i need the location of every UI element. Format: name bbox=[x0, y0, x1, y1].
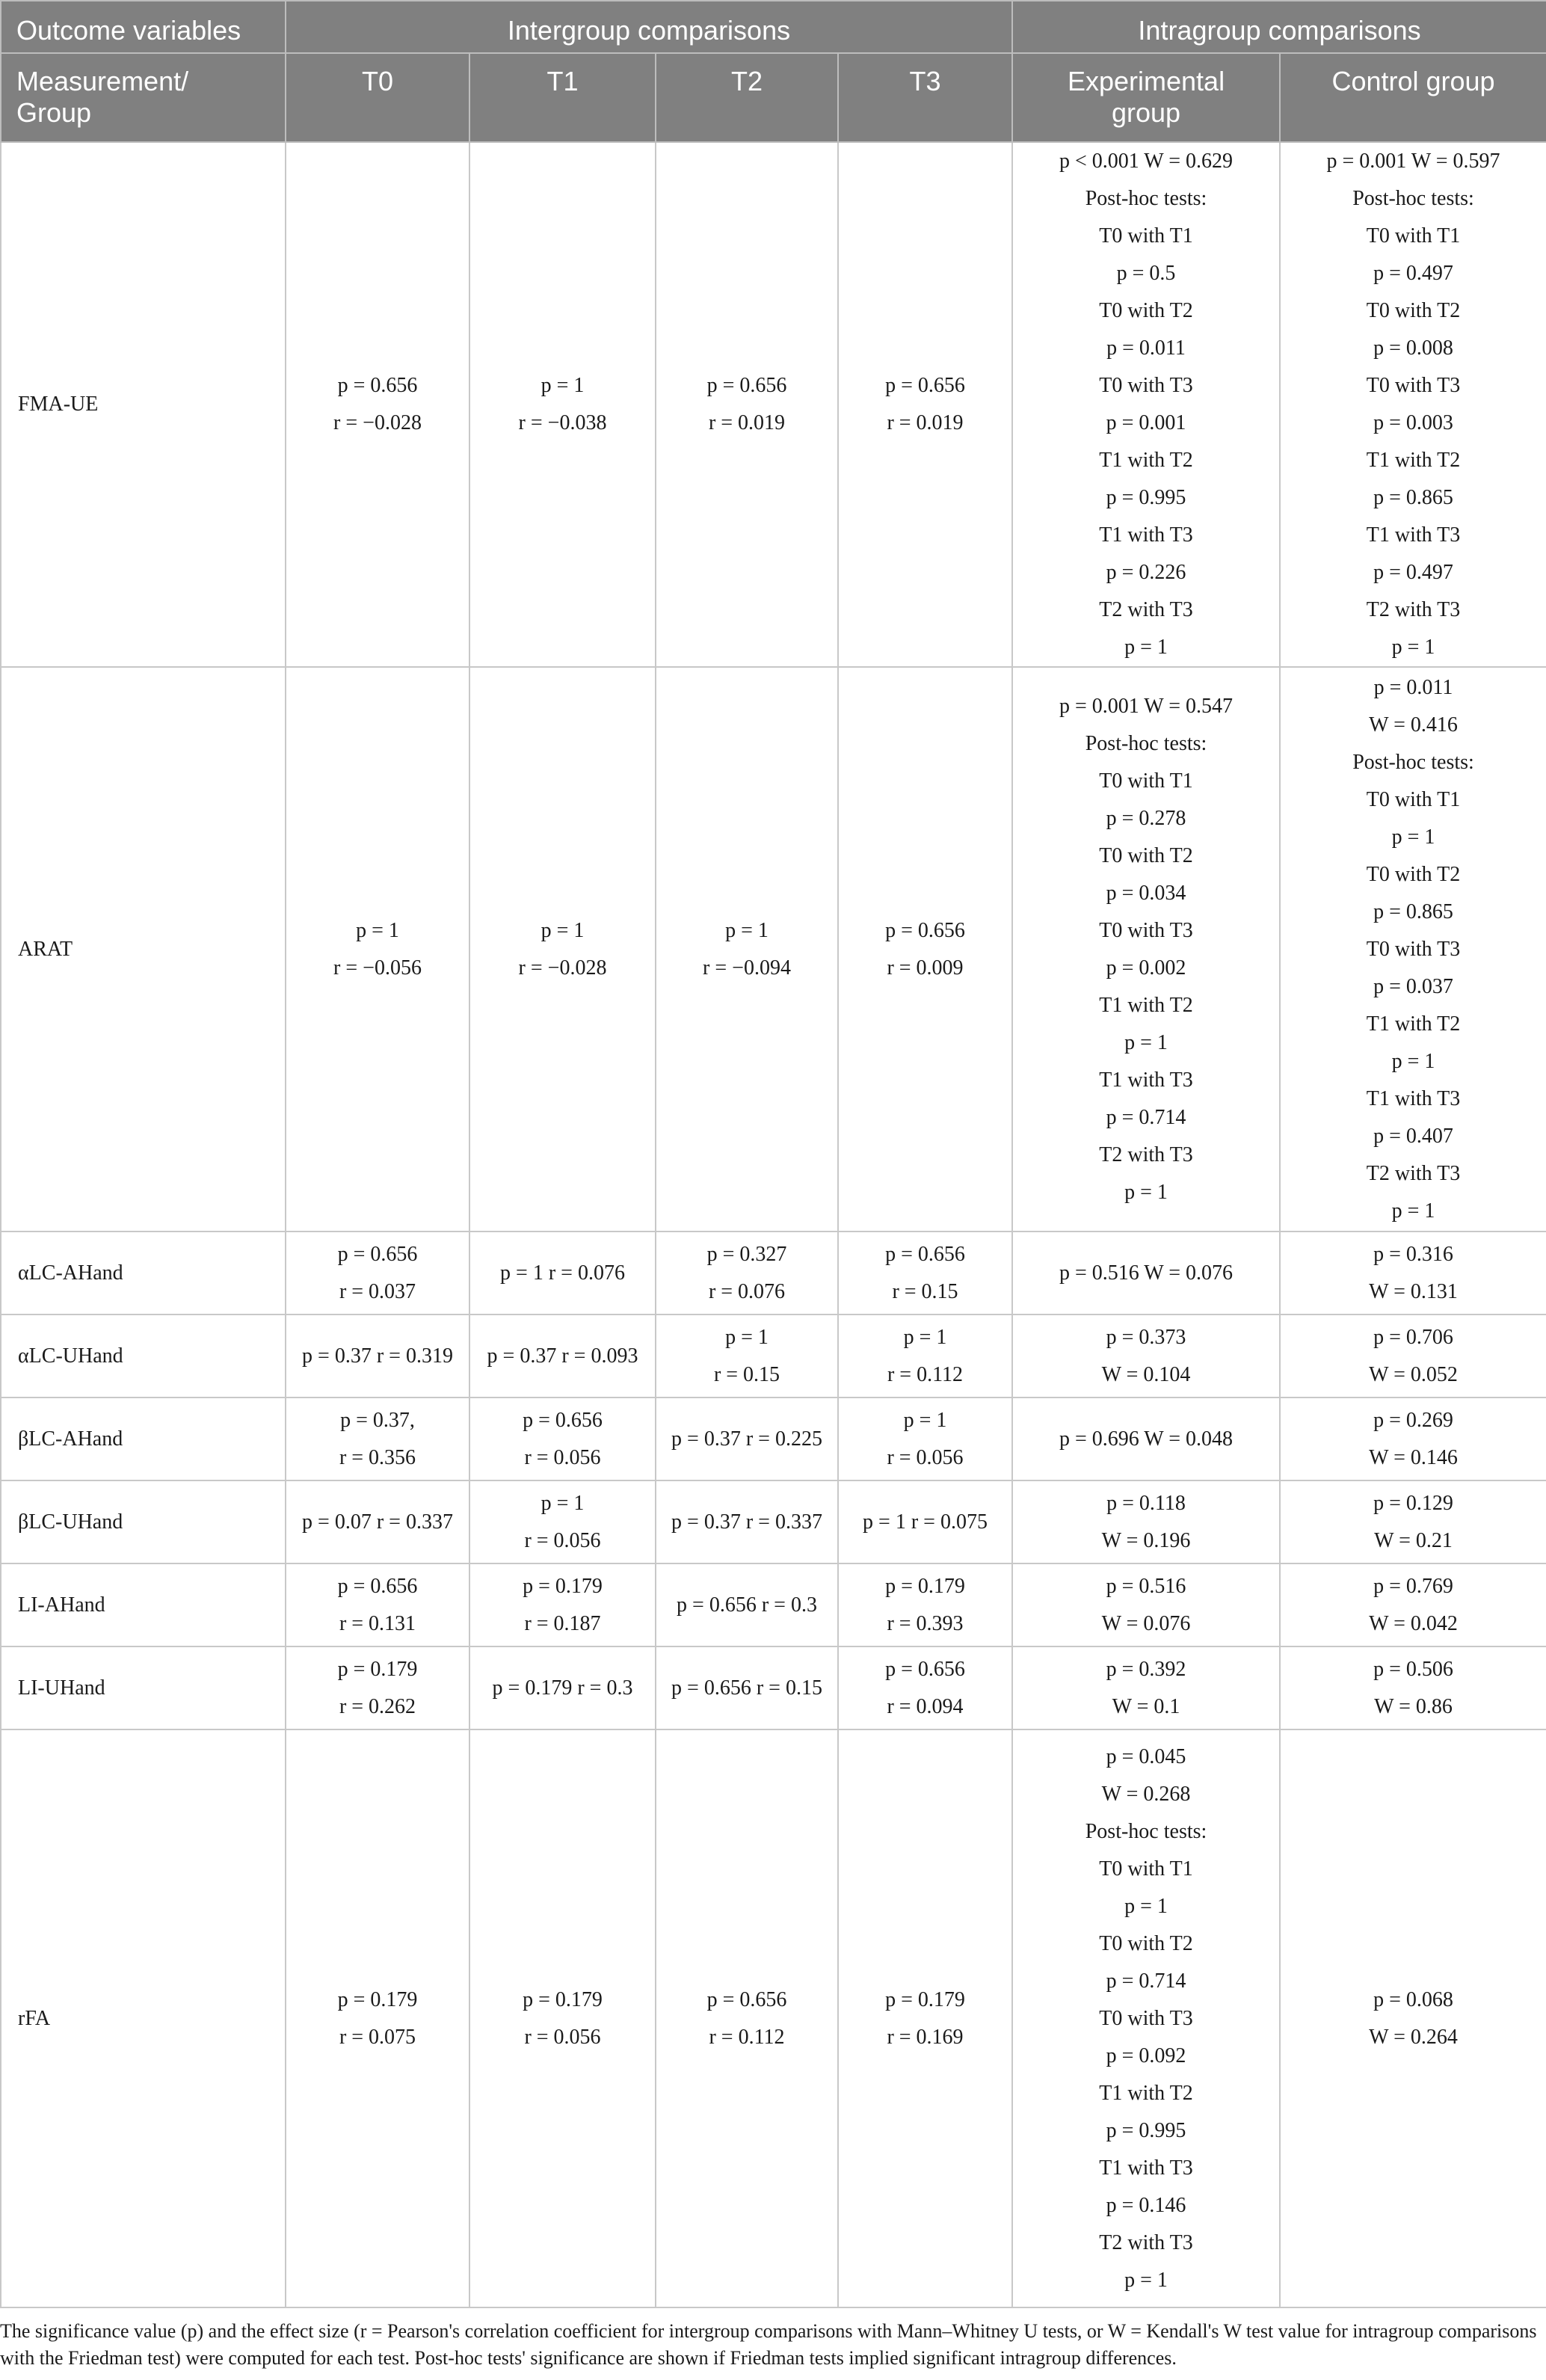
cell-line: p = 0.37 r = 0.319 bbox=[302, 1344, 453, 1368]
cell-line: W = 0.052 bbox=[1369, 1362, 1458, 1386]
cell-intergroup-t3 bbox=[838, 667, 1012, 1231]
cell-intergroup-t2 bbox=[656, 1397, 838, 1480]
cell-line: W = 0.1 bbox=[1112, 1694, 1180, 1718]
cell-line: W = 0.264 bbox=[1369, 2025, 1458, 2049]
cell-line: T1 with T2 bbox=[1366, 1012, 1461, 1036]
cell-intergroup-t1 bbox=[469, 1480, 656, 1563]
cell-line: r = 0.356 bbox=[339, 1445, 416, 1469]
cell-line: p = 0.706 bbox=[1373, 1325, 1453, 1349]
cell-intergroup-t2 bbox=[656, 142, 838, 667]
cell-line: p = 1 r = 0.076 bbox=[500, 1261, 625, 1285]
cell-line: T0 with T1 bbox=[1099, 769, 1193, 793]
cell-line: Post-hoc tests: bbox=[1352, 187, 1474, 210]
cell-line: r = −0.094 bbox=[703, 956, 791, 980]
cell-line: p = 1 bbox=[1391, 1049, 1435, 1073]
cell-line: Post-hoc tests: bbox=[1085, 187, 1207, 210]
cell-line: p = 1 bbox=[541, 374, 585, 397]
cell-line: W = 0.196 bbox=[1101, 1528, 1191, 1552]
header-t3: T3 bbox=[838, 53, 1012, 142]
cell-line: p = 0.092 bbox=[1106, 2044, 1186, 2067]
cell-line: r = 0.262 bbox=[339, 1694, 416, 1718]
cell-intergroup-t0 bbox=[286, 1314, 469, 1397]
header-t1: T1 bbox=[469, 53, 656, 142]
row-variable-name: βLC-AHand bbox=[1, 1397, 286, 1480]
cell-line: T2 with T3 bbox=[1099, 2230, 1193, 2254]
cell-line: p = 0.226 bbox=[1106, 561, 1186, 584]
cell-intergroup-t3 bbox=[838, 1480, 1012, 1563]
cell-experimental-group bbox=[1012, 1646, 1280, 1729]
cell-line: p = 0.656 r = 0.3 bbox=[677, 1593, 817, 1617]
cell-line: T2 with T3 bbox=[1366, 1161, 1461, 1185]
cell-intergroup-t0 bbox=[286, 1646, 469, 1729]
cell-line: p = 0.656 bbox=[885, 1657, 965, 1681]
cell-intergroup-t0 bbox=[286, 1231, 469, 1314]
cell-line: p = 1 bbox=[541, 918, 585, 942]
cell-intergroup-t0 bbox=[286, 1563, 469, 1646]
cell-line: T0 with T1 bbox=[1099, 1857, 1193, 1881]
cell-line: r = 0.169 bbox=[887, 2025, 964, 2049]
cell-line: r = −0.056 bbox=[333, 956, 422, 980]
cell-line: T0 with T3 bbox=[1099, 2006, 1193, 2030]
cell-experimental-group bbox=[1012, 1729, 1280, 2307]
cell-line: T1 with T2 bbox=[1099, 449, 1193, 472]
cell-line: p = 0.118 bbox=[1106, 1491, 1186, 1515]
cell-line: p = 1 r = 0.075 bbox=[863, 1510, 988, 1534]
cell-line: r = 0.056 bbox=[524, 2025, 601, 2049]
row-variable-name: LI-AHand bbox=[1, 1563, 286, 1646]
cell-line: p = 0.37 r = 0.093 bbox=[487, 1344, 638, 1368]
table-header bbox=[1, 1, 1546, 142]
cell-line: r = 0.019 bbox=[887, 411, 964, 434]
table-row bbox=[1, 1646, 1546, 1729]
cell-line: T1 with T2 bbox=[1099, 2081, 1193, 2105]
header-t2: T2 bbox=[656, 53, 838, 142]
cell-line: p = 1 bbox=[1124, 1030, 1168, 1054]
cell-control-group bbox=[1280, 1729, 1546, 2307]
cell-experimental-group bbox=[1012, 667, 1280, 1231]
cell-line: p = 0.179 bbox=[885, 1987, 965, 2011]
cell-line: r = 0.15 bbox=[713, 1362, 780, 1386]
row-variable-name: αLC-UHand bbox=[1, 1314, 286, 1397]
cell-line: T1 with T2 bbox=[1366, 449, 1461, 472]
cell-experimental-group bbox=[1012, 1314, 1280, 1397]
cell-line: p = 0.045 bbox=[1106, 1744, 1186, 1768]
cell-intergroup-t3 bbox=[838, 1646, 1012, 1729]
cell-line: W = 0.21 bbox=[1374, 1528, 1453, 1552]
cell-line: T1 with T3 bbox=[1366, 523, 1461, 547]
cell-line: p = 0.068 bbox=[1373, 1987, 1453, 2011]
cell-line: p = 0.269 bbox=[1373, 1408, 1453, 1432]
cell-line: p = 0.656 bbox=[706, 1987, 787, 2011]
cell-intergroup-t0 bbox=[286, 1480, 469, 1563]
cell-line: p = 0.034 bbox=[1106, 881, 1186, 905]
table-row bbox=[1, 142, 1546, 667]
cell-line: p = 0.008 bbox=[1373, 336, 1453, 360]
header-measurement-group bbox=[1, 53, 286, 142]
cell-experimental-group bbox=[1012, 1397, 1280, 1480]
cell-intergroup-t1 bbox=[469, 1231, 656, 1314]
cell-line: p = 0.407 bbox=[1373, 1124, 1453, 1148]
header-outcome-variables: Outcome variables bbox=[1, 1, 286, 53]
cell-line: r = 0.075 bbox=[339, 2025, 416, 2049]
cell-line: p = 0.011 bbox=[1106, 336, 1186, 360]
cell-intergroup-t1 bbox=[469, 1563, 656, 1646]
row-variable-name: LI-UHand bbox=[1, 1646, 286, 1729]
table-row bbox=[1, 1231, 1546, 1314]
cell-line: W = 0.104 bbox=[1101, 1362, 1191, 1386]
cell-line: p = 0.5 bbox=[1116, 262, 1176, 285]
cell-line: W = 0.146 bbox=[1369, 1445, 1458, 1469]
cell-line: T0 with T1 bbox=[1366, 224, 1461, 247]
cell-line: p = 0.179 bbox=[337, 1987, 418, 2011]
cell-line: p = 0.497 bbox=[1373, 561, 1453, 584]
cell-line: r = −0.028 bbox=[518, 956, 607, 980]
cell-line: p = 1 bbox=[1124, 2268, 1168, 2292]
cell-line: W = 0.86 bbox=[1374, 1694, 1453, 1718]
cell-experimental-group bbox=[1012, 1480, 1280, 1563]
cell-line: T0 with T3 bbox=[1366, 937, 1461, 961]
table-row bbox=[1, 1563, 1546, 1646]
cell-line: r = 0.112 bbox=[887, 1362, 964, 1386]
cell-line: T0 with T1 bbox=[1366, 787, 1461, 811]
cell-line: p = 1 bbox=[541, 1491, 585, 1515]
cell-line: p = 0.278 bbox=[1106, 806, 1186, 830]
cell-line: p = 0.656 bbox=[885, 374, 965, 397]
cell-line: p = 0.656 bbox=[885, 1242, 965, 1266]
cell-line: r = 0.037 bbox=[339, 1279, 416, 1303]
cell-line: r = −0.038 bbox=[518, 411, 607, 434]
cell-intergroup-t0 bbox=[286, 142, 469, 667]
cell-intergroup-t2 bbox=[656, 1231, 838, 1314]
header-experimental-line: Experimental bbox=[1067, 66, 1225, 96]
cell-line: p = 0.002 bbox=[1106, 956, 1186, 980]
cell-line: T0 with T2 bbox=[1099, 843, 1193, 867]
cell-line: p = 0.373 bbox=[1106, 1325, 1186, 1349]
cell-line: p = 0.656 bbox=[337, 1242, 418, 1266]
cell-line: r = 0.393 bbox=[887, 1611, 964, 1635]
cell-line: T2 with T3 bbox=[1099, 1143, 1193, 1166]
cell-line: T1 with T3 bbox=[1366, 1086, 1461, 1110]
cell-line: p = 0.865 bbox=[1373, 900, 1453, 923]
cell-line: p = 0.316 bbox=[1373, 1242, 1453, 1266]
cell-line: p = 1 bbox=[725, 1325, 769, 1349]
cell-line: p = 0.995 bbox=[1106, 486, 1186, 509]
cell-line: W = 0.268 bbox=[1101, 1782, 1191, 1806]
cell-line: p = 0.714 bbox=[1106, 1969, 1186, 1993]
cell-intergroup-t0 bbox=[286, 667, 469, 1231]
header-measurement-line: Measurement/ bbox=[16, 66, 189, 96]
cell-line: T0 with T2 bbox=[1366, 862, 1461, 886]
cell-line: r = 0.009 bbox=[887, 956, 964, 980]
cell-line: p = 0.516 W = 0.076 bbox=[1059, 1261, 1234, 1285]
cell-line: p = 0.179 r = 0.3 bbox=[492, 1676, 633, 1700]
cell-line: p = 0.07 r = 0.337 bbox=[302, 1510, 453, 1534]
cell-line: p = 0.001 W = 0.547 bbox=[1059, 694, 1234, 718]
cell-intergroup-t3 bbox=[838, 1397, 1012, 1480]
cell-line: r = 0.056 bbox=[524, 1528, 601, 1552]
cell-line: T0 with T3 bbox=[1099, 374, 1193, 397]
row-variable-name: FMA-UE bbox=[1, 142, 286, 667]
cell-line: p = 0.656 bbox=[337, 374, 418, 397]
cell-line: T2 with T3 bbox=[1366, 598, 1461, 621]
cell-intergroup-t2 bbox=[656, 1646, 838, 1729]
table-row bbox=[1, 667, 1546, 1231]
cell-line: p = 0.327 bbox=[706, 1242, 787, 1266]
cell-line: r = 0.076 bbox=[708, 1279, 786, 1303]
cell-line: p = 1 bbox=[1124, 1180, 1168, 1204]
cell-intergroup-t3 bbox=[838, 1314, 1012, 1397]
header-intergroup-comparisons: Intergroup comparisons bbox=[286, 1, 1012, 53]
cell-control-group bbox=[1280, 1480, 1546, 1563]
cell-intergroup-t2 bbox=[656, 1563, 838, 1646]
cell-line: p = 0.865 bbox=[1373, 486, 1453, 509]
cell-line: p = 0.179 bbox=[523, 1574, 603, 1598]
cell-control-group bbox=[1280, 1563, 1546, 1646]
cell-line: p = 0.001 bbox=[1106, 411, 1186, 434]
header-intragroup-comparisons: Intragroup comparisons bbox=[1012, 1, 1546, 53]
cell-line: W = 0.076 bbox=[1101, 1611, 1191, 1635]
cell-line: r = 0.15 bbox=[892, 1279, 958, 1303]
cell-intergroup-t0 bbox=[286, 1729, 469, 2307]
cell-line: p = 1 bbox=[1391, 636, 1435, 659]
cell-intergroup-t2 bbox=[656, 1480, 838, 1563]
header-t0: T0 bbox=[286, 53, 469, 142]
cell-line: p = 0.506 bbox=[1373, 1657, 1453, 1681]
cell-line: p = 0.392 bbox=[1106, 1657, 1186, 1681]
cell-line: p = 0.696 W = 0.048 bbox=[1059, 1427, 1234, 1451]
table-row bbox=[1, 1480, 1546, 1563]
cell-line: p = 0.995 bbox=[1106, 2118, 1186, 2142]
cell-line: r = 0.112 bbox=[709, 2025, 785, 2049]
cell-line: p = 0.656 bbox=[706, 374, 787, 397]
cell-line: r = 0.094 bbox=[887, 1694, 964, 1718]
cell-line: p < 0.001 W = 0.629 bbox=[1059, 150, 1234, 173]
cell-line: p = 0.516 bbox=[1106, 1574, 1186, 1598]
cell-line: r = 0.131 bbox=[339, 1611, 416, 1635]
cell-intergroup-t2 bbox=[656, 667, 838, 1231]
cell-line: T0 with T1 bbox=[1099, 224, 1193, 247]
cell-line: r = 0.056 bbox=[524, 1445, 601, 1469]
cell-intergroup-t3 bbox=[838, 1231, 1012, 1314]
cell-control-group bbox=[1280, 142, 1546, 667]
row-variable-name: ARAT bbox=[1, 667, 286, 1231]
cell-intergroup-t3 bbox=[838, 1563, 1012, 1646]
cell-line: p = 0.656 bbox=[523, 1408, 603, 1432]
cell-experimental-group bbox=[1012, 142, 1280, 667]
cell-line: T0 with T3 bbox=[1366, 374, 1461, 397]
cell-line: T1 with T2 bbox=[1099, 993, 1193, 1017]
cell-line: T1 with T3 bbox=[1099, 2156, 1193, 2180]
cell-line: W = 0.131 bbox=[1369, 1279, 1458, 1303]
cell-line: p = 0.037 bbox=[1373, 974, 1453, 998]
cell-line: r = 0.019 bbox=[708, 411, 786, 434]
cell-line: Post-hoc tests: bbox=[1085, 731, 1207, 755]
cell-line: r = −0.028 bbox=[333, 411, 422, 434]
header-control-group: Control group bbox=[1280, 53, 1546, 142]
cell-line: Post-hoc tests: bbox=[1352, 750, 1474, 774]
cell-line: p = 0.179 bbox=[523, 1987, 603, 2011]
cell-intergroup-t0 bbox=[286, 1397, 469, 1480]
cell-line: T2 with T3 bbox=[1099, 598, 1193, 621]
cell-intergroup-t1 bbox=[469, 1397, 656, 1480]
cell-line: p = 0.37 r = 0.337 bbox=[671, 1510, 822, 1534]
cell-control-group bbox=[1280, 1397, 1546, 1480]
cell-line: p = 0.656 r = 0.15 bbox=[671, 1676, 822, 1700]
cell-intergroup-t2 bbox=[656, 1729, 838, 2307]
cell-line: p = 0.497 bbox=[1373, 262, 1453, 285]
cell-line: T1 with T3 bbox=[1099, 523, 1193, 547]
table-row bbox=[1, 1397, 1546, 1480]
cell-line: p = 1 bbox=[1124, 636, 1168, 659]
cell-line: r = 0.056 bbox=[887, 1445, 964, 1469]
cell-intergroup-t1 bbox=[469, 1729, 656, 2307]
cell-line: p = 0.179 bbox=[337, 1657, 418, 1681]
table-body bbox=[1, 142, 1546, 2307]
cell-line: p = 0.714 bbox=[1106, 1105, 1186, 1129]
cell-control-group bbox=[1280, 1646, 1546, 1729]
cell-line: p = 0.003 bbox=[1373, 411, 1453, 434]
table-footnote: The significance value (p) and the effect size (r = Pearson's correlation coefficient for intergroup comparisons with Mann–Whitney U tests, or W = Kendall's W test value for intragroup comparisons with the Friedman test) were computed for each test. Post-hoc tests' significance are shown if Friedman tests implied significant intragroup differences. bbox=[0, 2320, 1537, 2369]
cell-line: p = 0.37 r = 0.225 bbox=[671, 1427, 822, 1451]
cell-line: p = 0.656 bbox=[337, 1574, 418, 1598]
cell-experimental-group bbox=[1012, 1563, 1280, 1646]
cell-line: r = 0.187 bbox=[524, 1611, 601, 1635]
cell-line: T0 with T3 bbox=[1099, 918, 1193, 942]
cell-line: p = 0.179 bbox=[885, 1574, 965, 1598]
cell-line: W = 0.416 bbox=[1369, 713, 1458, 737]
header-row-1 bbox=[1, 1, 1546, 53]
cell-line: p = 0.001 W = 0.597 bbox=[1326, 150, 1500, 173]
cell-intergroup-t2 bbox=[656, 1314, 838, 1397]
cell-experimental-group bbox=[1012, 1231, 1280, 1314]
header-row-2 bbox=[1, 53, 1546, 142]
cell-line: p = 1 bbox=[1391, 825, 1435, 849]
header-experimental-group-line: group bbox=[1111, 97, 1181, 128]
cell-control-group bbox=[1280, 667, 1546, 1231]
cell-intergroup-t1 bbox=[469, 667, 656, 1231]
cell-line: T1 with T3 bbox=[1099, 1068, 1193, 1092]
cell-line: p = 0.769 bbox=[1373, 1574, 1453, 1598]
cell-line: p = 1 bbox=[356, 918, 399, 942]
cell-control-group bbox=[1280, 1231, 1546, 1314]
cell-line: p = 0.011 bbox=[1373, 675, 1453, 699]
row-variable-name: αLC-AHand bbox=[1, 1231, 286, 1314]
cell-line: p = 0.146 bbox=[1106, 2193, 1186, 2217]
cell-intergroup-t3 bbox=[838, 142, 1012, 667]
cell-line: p = 0.37, bbox=[340, 1408, 415, 1432]
cell-intergroup-t1 bbox=[469, 142, 656, 667]
row-variable-name: rFA bbox=[1, 1729, 286, 2307]
cell-line: p = 0.129 bbox=[1373, 1491, 1453, 1515]
table-row bbox=[1, 1729, 1546, 2307]
cell-line: p = 1 bbox=[903, 1325, 947, 1349]
cell-intergroup-t1 bbox=[469, 1314, 656, 1397]
cell-line: p = 1 bbox=[1124, 1894, 1168, 1918]
cell-line: T0 with T2 bbox=[1366, 299, 1461, 322]
cell-line: p = 1 bbox=[903, 1408, 947, 1432]
cell-line: T0 with T2 bbox=[1099, 1931, 1193, 1955]
cell-control-group bbox=[1280, 1314, 1546, 1397]
cell-line: W = 0.042 bbox=[1369, 1611, 1458, 1635]
cell-line: Post-hoc tests: bbox=[1085, 1819, 1207, 1843]
table-row bbox=[1, 1314, 1546, 1397]
cell-intergroup-t1 bbox=[469, 1646, 656, 1729]
cell-line: p = 0.656 bbox=[885, 918, 965, 942]
cell-line: p = 1 bbox=[1391, 1199, 1435, 1223]
cell-line: T0 with T2 bbox=[1099, 299, 1193, 322]
header-experimental-group bbox=[1012, 53, 1280, 142]
cell-intergroup-t3 bbox=[838, 1729, 1012, 2307]
row-variable-name: βLC-UHand bbox=[1, 1480, 286, 1563]
cell-line: p = 1 bbox=[725, 918, 769, 942]
header-group-line: Group bbox=[16, 97, 92, 128]
